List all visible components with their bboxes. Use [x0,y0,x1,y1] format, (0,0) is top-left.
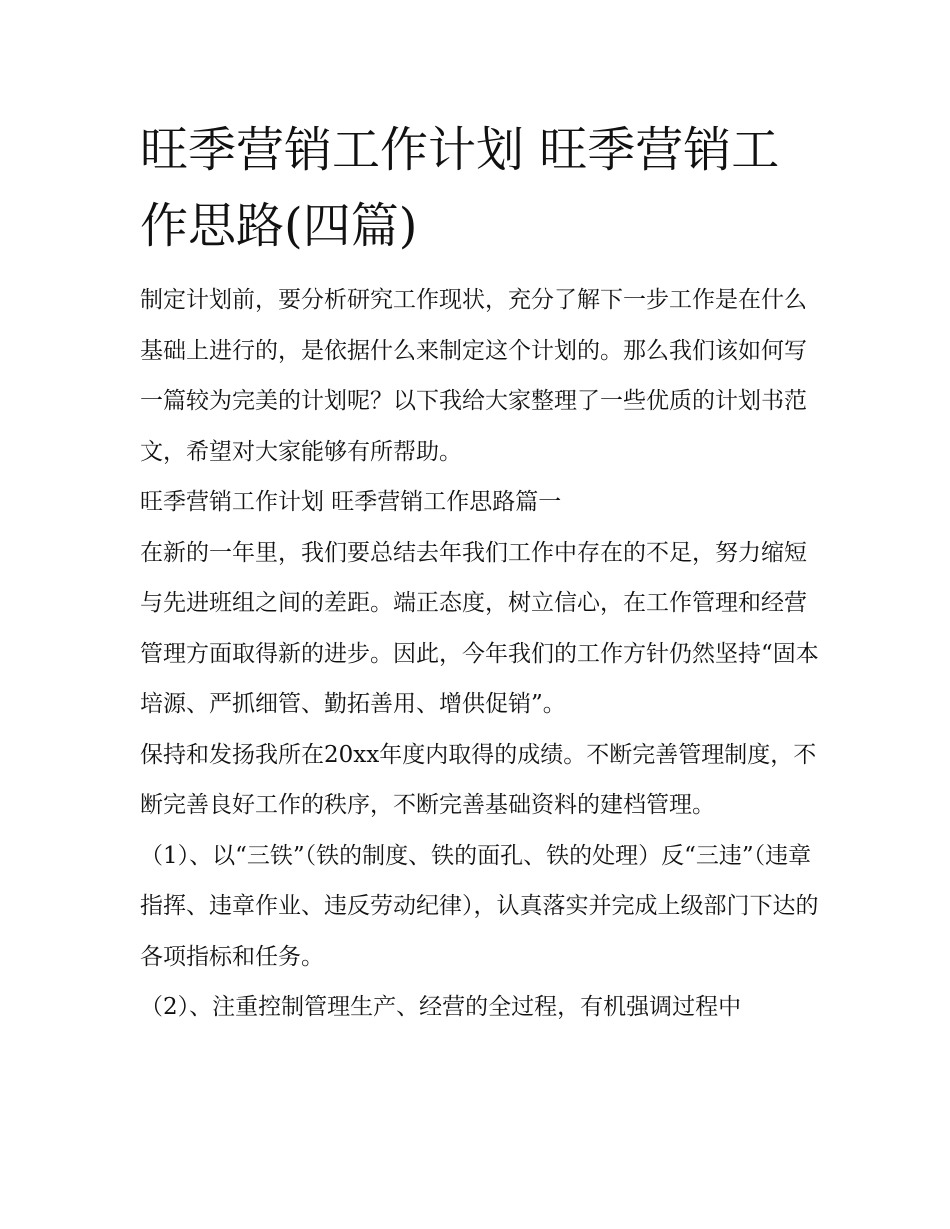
intro-paragraph: 制定计划前，要分析研究工作现状，充分了解下一步工作是在什么基础上进行的，是依据什么来制定这个计划的。那么我们该如何写一篇较为完美的计划呢？以下我给大家整理了一些优质的计划书范文，希望对大家能够有所帮助。 [140,287,807,465]
document-title: 旺季营销工作计划 旺季营销工作思路(四篇) [140,122,780,254]
body-paragraph: 在新的一年里，我们要总结去年我们工作中存在的不足，努力缩短与先进班组之间的差距。端正态度，树立信心，在工作管理和经营管理方面取得新的进步。因此，今年我们的工作方针仍然坚持“固本培源、严抓细管、勤拓善用、增供促销”。 [140,539,819,717]
list-item-1: （1）、以“三铁”（铁的制度、铁的面孔、铁的处理）反“三违”（违章指挥、违章作业、违反劳动纪律），认真落实并完成上级部门下达的各项指标和任务。 [140,842,819,970]
section-heading: 旺季营销工作计划 旺季营销工作思路篇一 [140,489,562,515]
body-paragraph: 保持和发扬我所在20xx年度内取得的成绩。不断完善管理制度，不断完善良好工作的秩序，不断完善基础资料的建档管理。 [140,741,817,818]
document-body [140,275,820,1033]
list-item-2: （2）、注重控制管理生产、经营的全过程，有机强调过程中 [140,994,742,1020]
